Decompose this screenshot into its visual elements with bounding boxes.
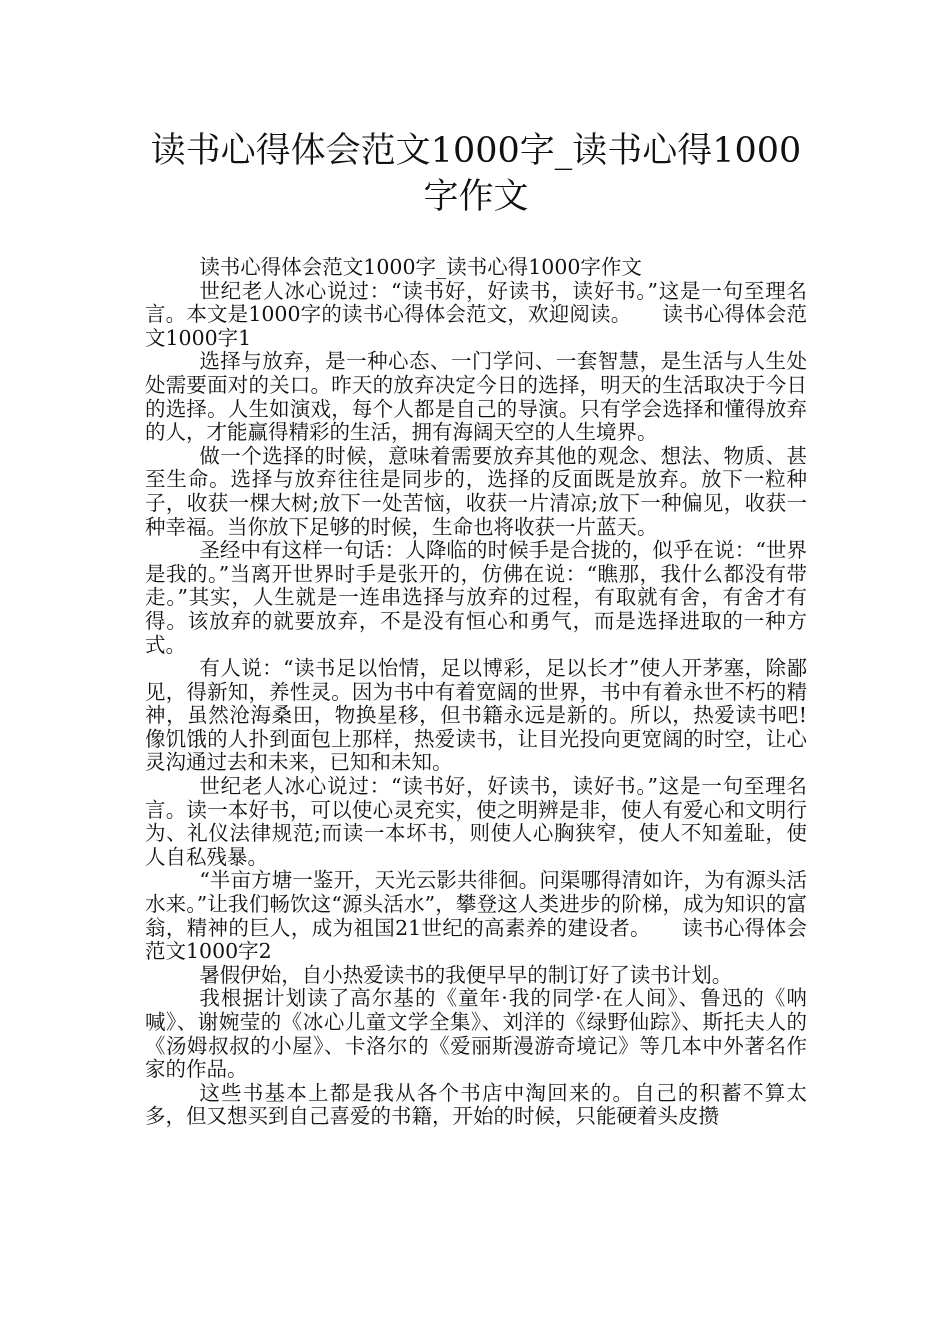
document-title: 读书心得体会范文1000字_读书心得1000字作文: [150, 131, 802, 217]
document-body: [145, 256, 807, 1129]
body-paragraph: 有人说：“读书足以怡情，足以博彩，足以长才”使人开茅塞，除鄙见，得新知，养性灵。因为书中有着宽阔的世界，书中有着永世不朽的精神，虽然沧海桑田，物换星移，但书籍永远是新的。所以，热爱读书吧!像饥饿的人扑到面包上那样，热爱读书，让目光投向更宽阔的时空，让心灵沟通过去和未来，已知和未知。: [145, 656, 807, 775]
body-paragraph: 选择与放弃，是一种心态、一门学问、一套智慧，是生活与人生处处需要面对的关口。昨天的放弃决定今日的选择，明天的生活取决于今日的选择。人生如演戏，每个人都是自己的导演。只有学会选择和懂得放弃的人，才能赢得精彩的生活，拥有海阔天空的人生境界。: [145, 349, 807, 445]
document-page: [145, 128, 807, 1129]
body-paragraph: 这些书基本上都是我从各个书店中淘回来的。自己的积蓄不算太多，但又想买到自己喜爱的书籍，开始的时候，只能硬着头皮攒: [145, 1080, 807, 1129]
body-paragraph: “半亩方塘一鉴开，天光云影共徘徊。问渠哪得清如许，为有源头活水来。”让我们畅饮这“源头活水”，攀登这人类进步的阶梯，成为知识的富翁，精神的巨人，成为祖国21世纪的高素养的建设者。 读书心得体会范文1000字2: [145, 868, 807, 964]
body-paragraph: 暑假伊始，自小热爱读书的我便早早的制订好了读书计划。: [199, 962, 733, 987]
body-paragraph: 做一个选择的时候，意味着需要放弃其他的观念、想法、物质、甚至生命。选择与放弃往往是同步的，选择的反面既是放弃。放下一粒种子，收获一棵大树;放下一处苦恼，收获一片清凉;放下一种偏见，收获一种幸福。当你放下足够的时候，生命也将收获一片蓝天。: [145, 443, 807, 539]
body-paragraph: 圣经中有这样一句话：人降临的时候手是合拢的，似乎在说：“世界是我的。”当离开世界时手是张开的，仿佛在说：“瞧那，我什么都没有带走。”其实，人生就是一连串选择与放弃的过程，有取就有舍，有舍才有得。该放弃的就要放弃，不是没有恒心和勇气，而是选择进取的一种方式。: [145, 538, 807, 657]
body-paragraph: 世纪老人冰心说过：“读书好，好读书，读好书。”这是一句至理名言。读一本好书，可以使心灵充实，使之明辨是非，使人有爱心和文明行为、礼仪法律规范;而读一本坏书，则使人心胸狭窄，使人不知羞耻，使人自私残暴。: [145, 774, 807, 869]
body-paragraph: 我根据计划读了高尔基的《童年·我的同学·在人间》、鲁迅的《呐喊》、谢婉莹的《冰心儿童文学全集》、刘洋的《绿野仙踪》、斯托夫人的《汤姆叔叔的小屋》、卡洛尔的《爱丽斯漫游奇境记》等几本中外著名作家的作品。: [145, 986, 807, 1082]
body-paragraph: 世纪老人冰心说过：“读书好，好读书，读好书。”这是一句至理名言。本文是1000字的读书心得体会范文，欢迎阅读。 读书心得体会范文1000字1: [145, 278, 807, 350]
body-paragraph: 读书心得体会范文1000字_读书心得1000字作文: [199, 255, 642, 279]
